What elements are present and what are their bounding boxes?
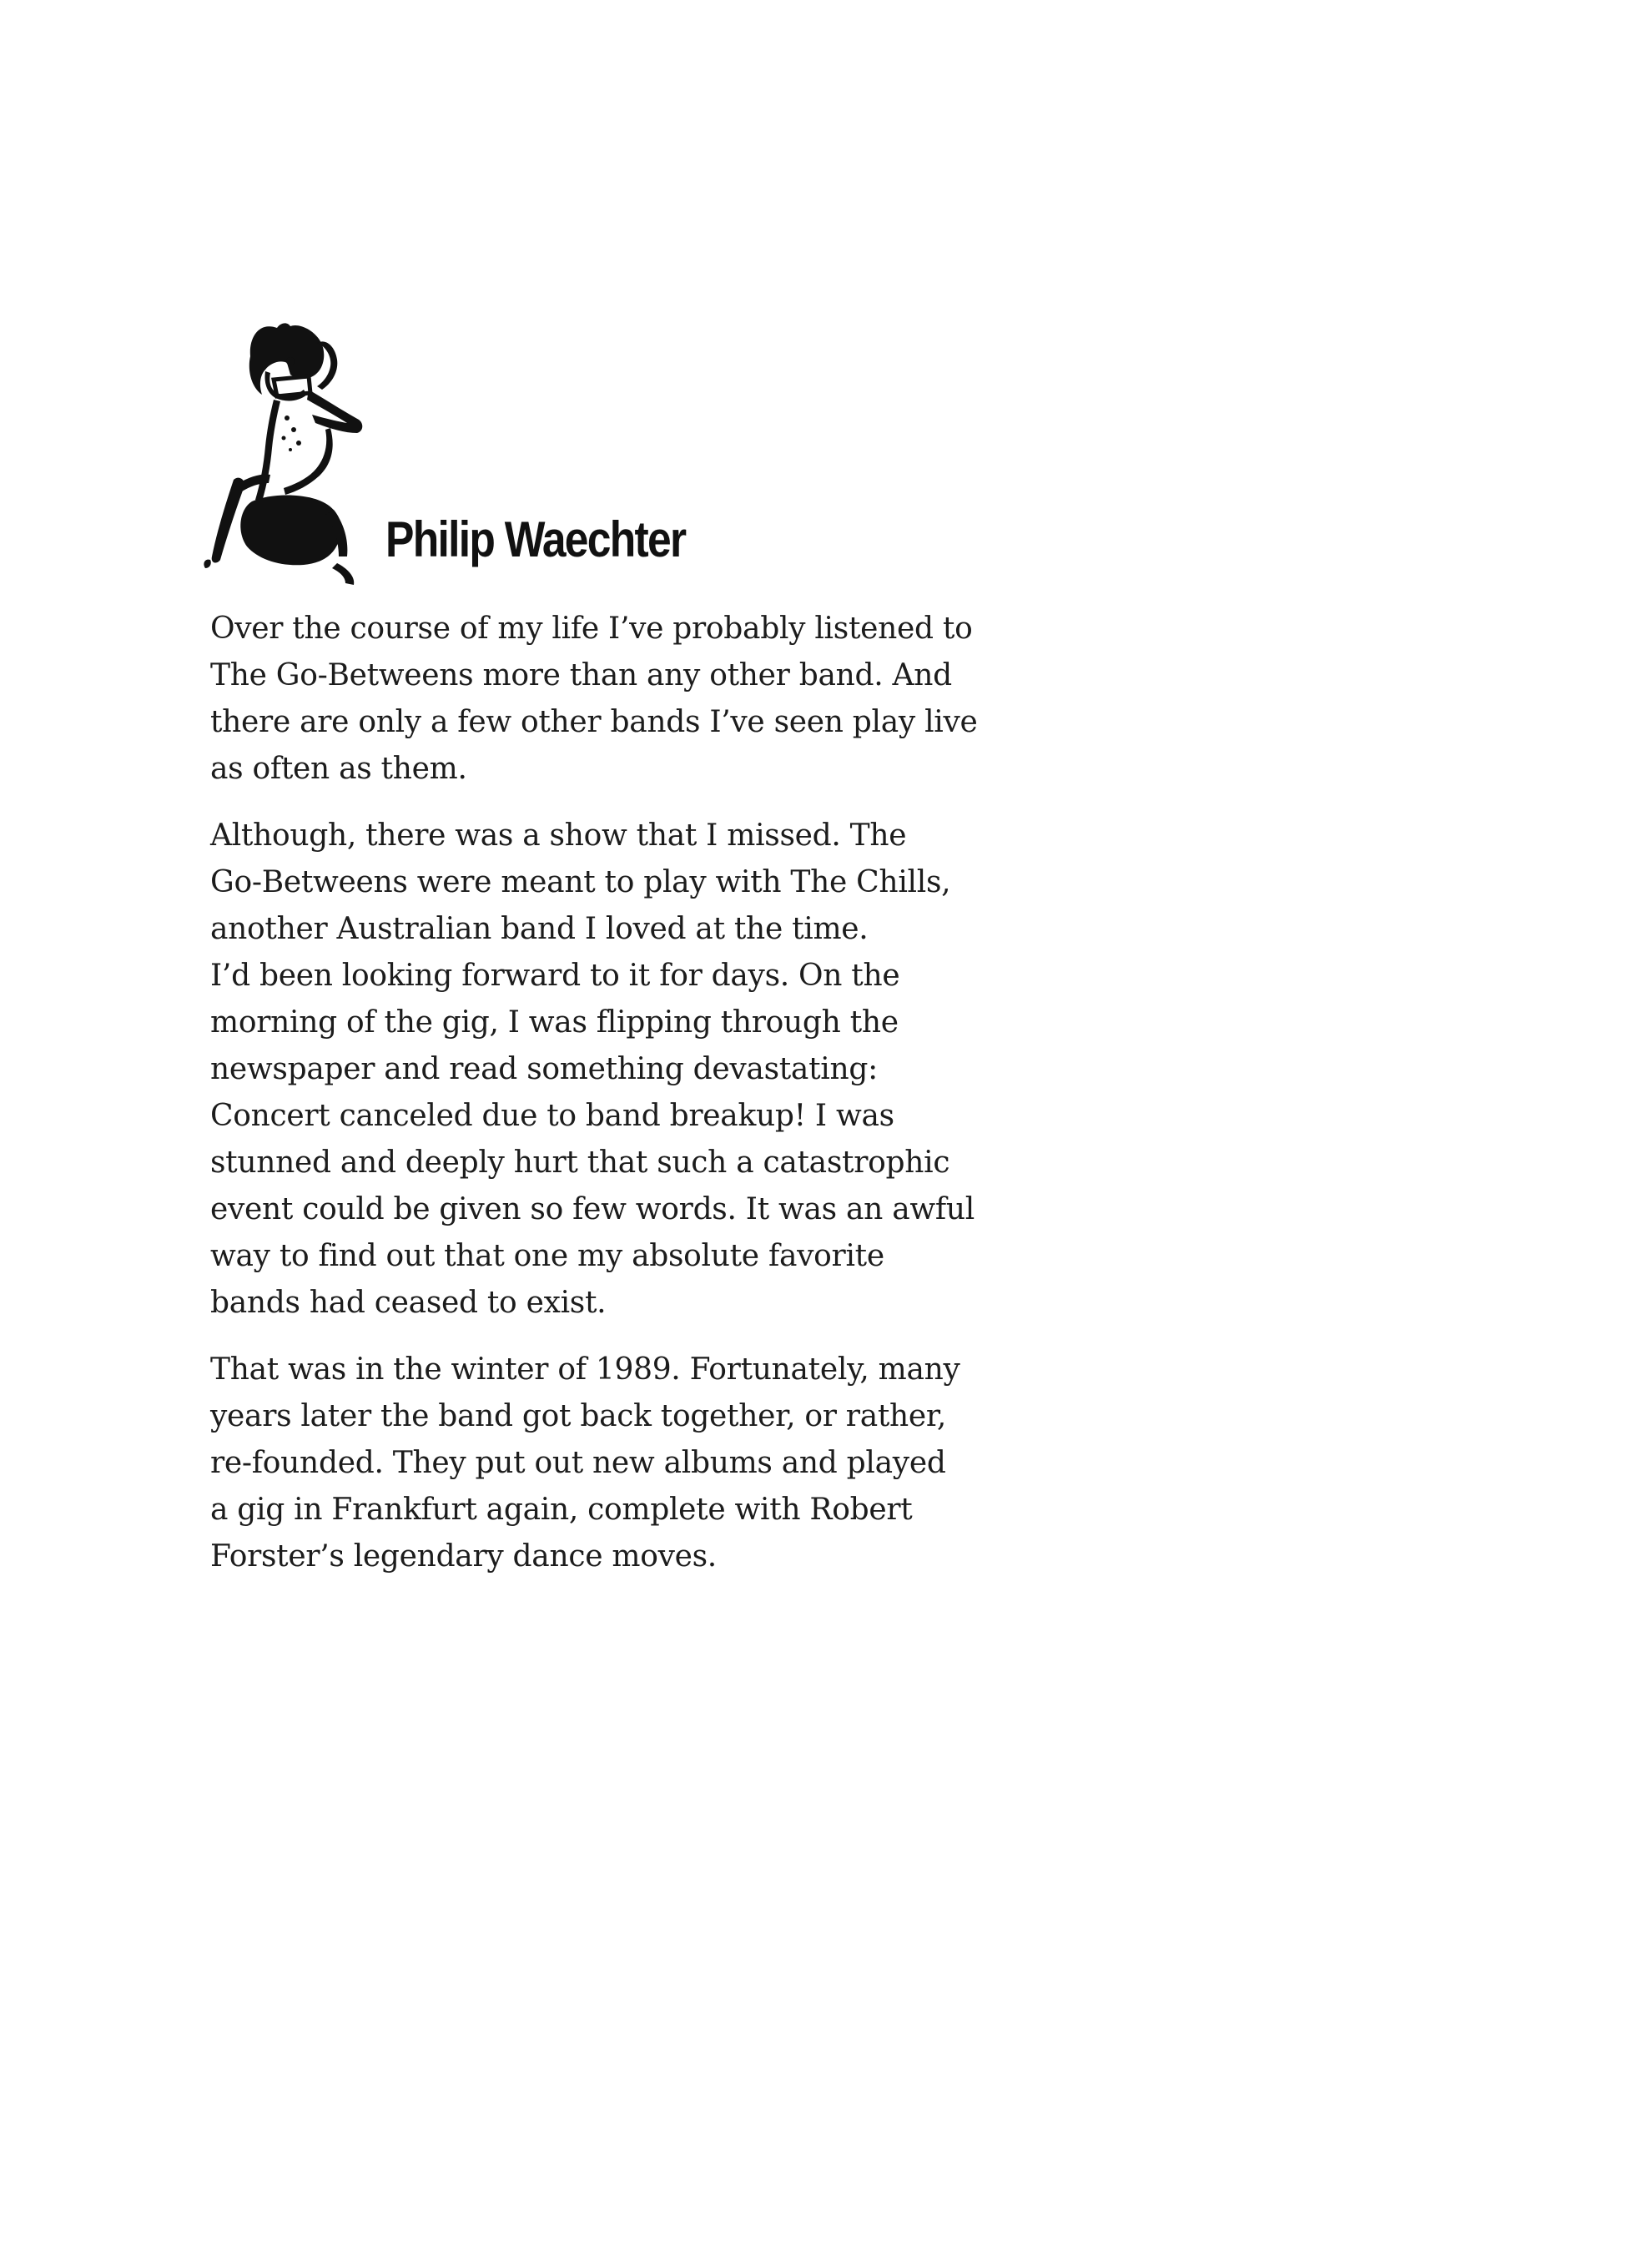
paragraph-3: That was in the winter of 1989. Fortunately, many years later the band got back together, or rather, re-founded. They put out new albums and played a gig in Frankfurt again, complete with Robert Forster’s legendary dance moves. (210, 1352, 960, 1574)
paragraph-2: Although, there was a show that I missed. The Go-Betweens were meant to play with The Chills, another Australian band I loved at the time. I’d been looking forward to it for days. On the morning of the gig, I was flipping through the newspaper and read something devastating: Concert canceled due to band breakup! I was stunned and deeply hurt that such a catastrophic event could be given so few words. It was an awful way to find out that one my absolute favorite bands had ceased to exist. (210, 818, 975, 1320)
paragraph-1: Over the course of my life I’ve probably listened to The Go-Betweens more than any other band. And there are only a few other bands I’ve seen play live as often as them. (210, 612, 978, 786)
essay-body (210, 606, 995, 1600)
hand-drawn-portrait-icon (200, 313, 417, 588)
author-name: Philip Waechter (385, 511, 686, 567)
